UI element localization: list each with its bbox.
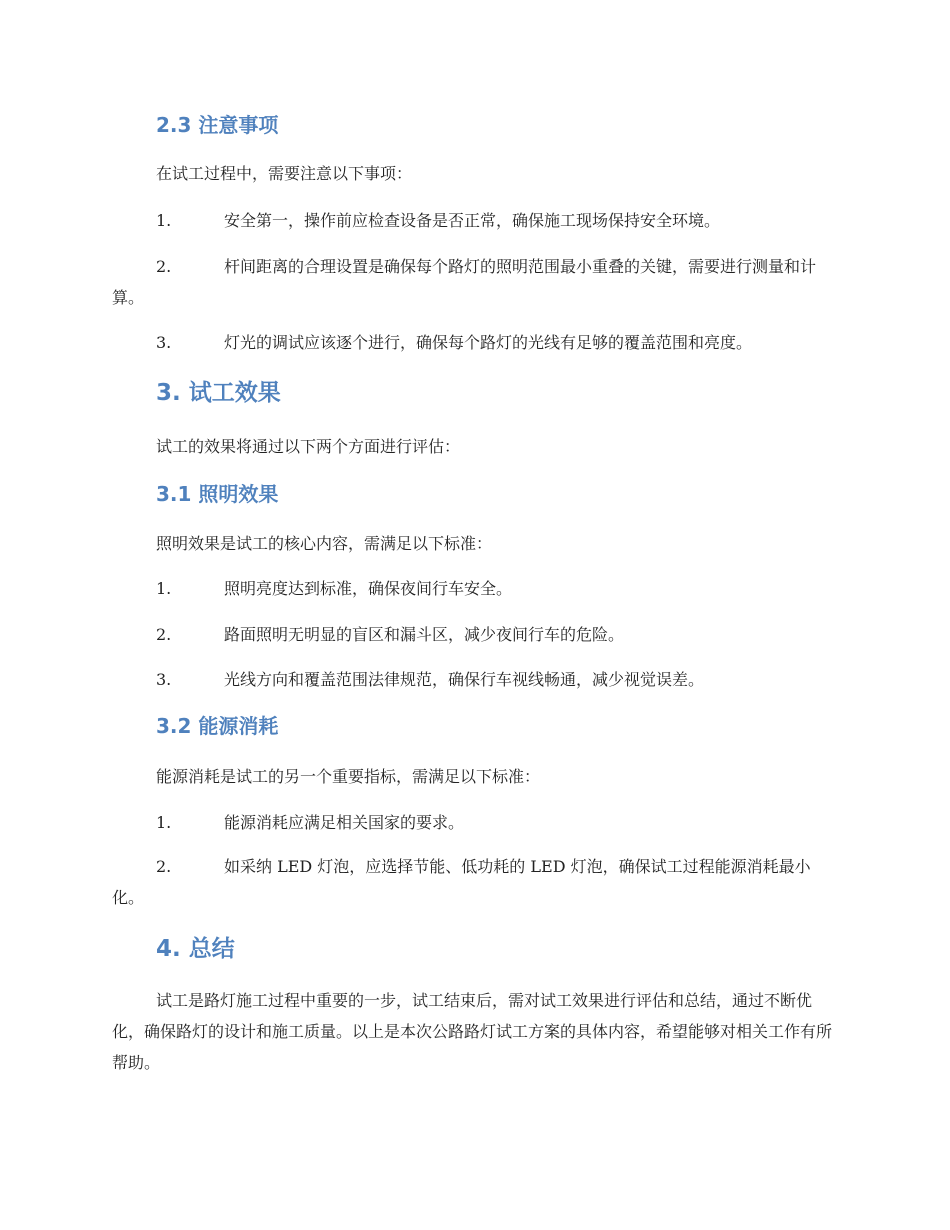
list-number: 2. <box>156 257 172 276</box>
list-number: 3. <box>156 333 172 352</box>
list-text: 照明亮度达到标准，确保夜间行车安全。 <box>224 579 513 598</box>
heading-4: 4. 总结 <box>156 936 235 962</box>
list-number: 1. <box>156 813 172 832</box>
list-item <box>112 251 842 313</box>
list-number: 2. <box>156 625 172 644</box>
paragraph-summary: 试工是路灯施工过程中重要的一步，试工结束后，需对试工效果进行评估和总结，通过不断优化，确保路灯的设计和施工质量。以上是本次公路路灯试工方案的具体内容，希望能够对相关工作有所帮助。 <box>112 991 833 1072</box>
list-item <box>112 619 842 650</box>
paragraph-3-intro: 试工的效果将通过以下两个方面进行评估： <box>156 437 461 456</box>
heading-3: 3. 试工效果 <box>156 380 281 406</box>
paragraph-3-2-intro: 能源消耗是试工的另一个重要指标，需满足以下标准： <box>156 767 541 786</box>
list-number: 1. <box>156 579 172 598</box>
heading-2-3: 2.3 注意事项 <box>156 113 279 137</box>
heading-3-2: 3.2 能源消耗 <box>156 714 279 738</box>
list-text: 光线方向和覆盖范围法律规范，确保行车视线畅通，减少视觉误差。 <box>224 670 705 689</box>
list-item <box>112 327 842 358</box>
list-number: 1. <box>156 211 172 230</box>
paragraph-2-3-intro: 在试工过程中，需要注意以下事项： <box>156 164 413 183</box>
paragraph-3-1-intro: 照明效果是试工的核心内容，需满足以下标准： <box>156 534 493 553</box>
list-item <box>112 664 842 695</box>
list-text: 安全第一，操作前应检查设备是否正常，确保施工现场保持安全环境。 <box>224 211 721 230</box>
list-text: 如采纳 LED 灯泡，应选择节能、低功耗的 LED 灯泡，确保试工过程能源消耗最小化。 <box>112 857 811 907</box>
list-text: 杆间距离的合理设置是确保每个路灯的照明范围最小重叠的关键，需要进行测量和计算。 <box>112 257 817 307</box>
list-number: 2. <box>156 857 172 876</box>
list-text: 能源消耗应满足相关国家的要求。 <box>224 813 465 832</box>
list-text: 路面照明无明显的盲区和漏斗区，减少夜间行车的危险。 <box>224 625 625 644</box>
list-item <box>112 851 842 913</box>
list-item <box>112 205 842 236</box>
list-item <box>112 573 842 604</box>
list-number: 3. <box>156 670 172 689</box>
list-text: 灯光的调试应该逐个进行，确保每个路灯的光线有足够的覆盖范围和亮度。 <box>224 333 753 352</box>
heading-3-1: 3.1 照明效果 <box>156 482 279 506</box>
list-item <box>112 807 842 838</box>
